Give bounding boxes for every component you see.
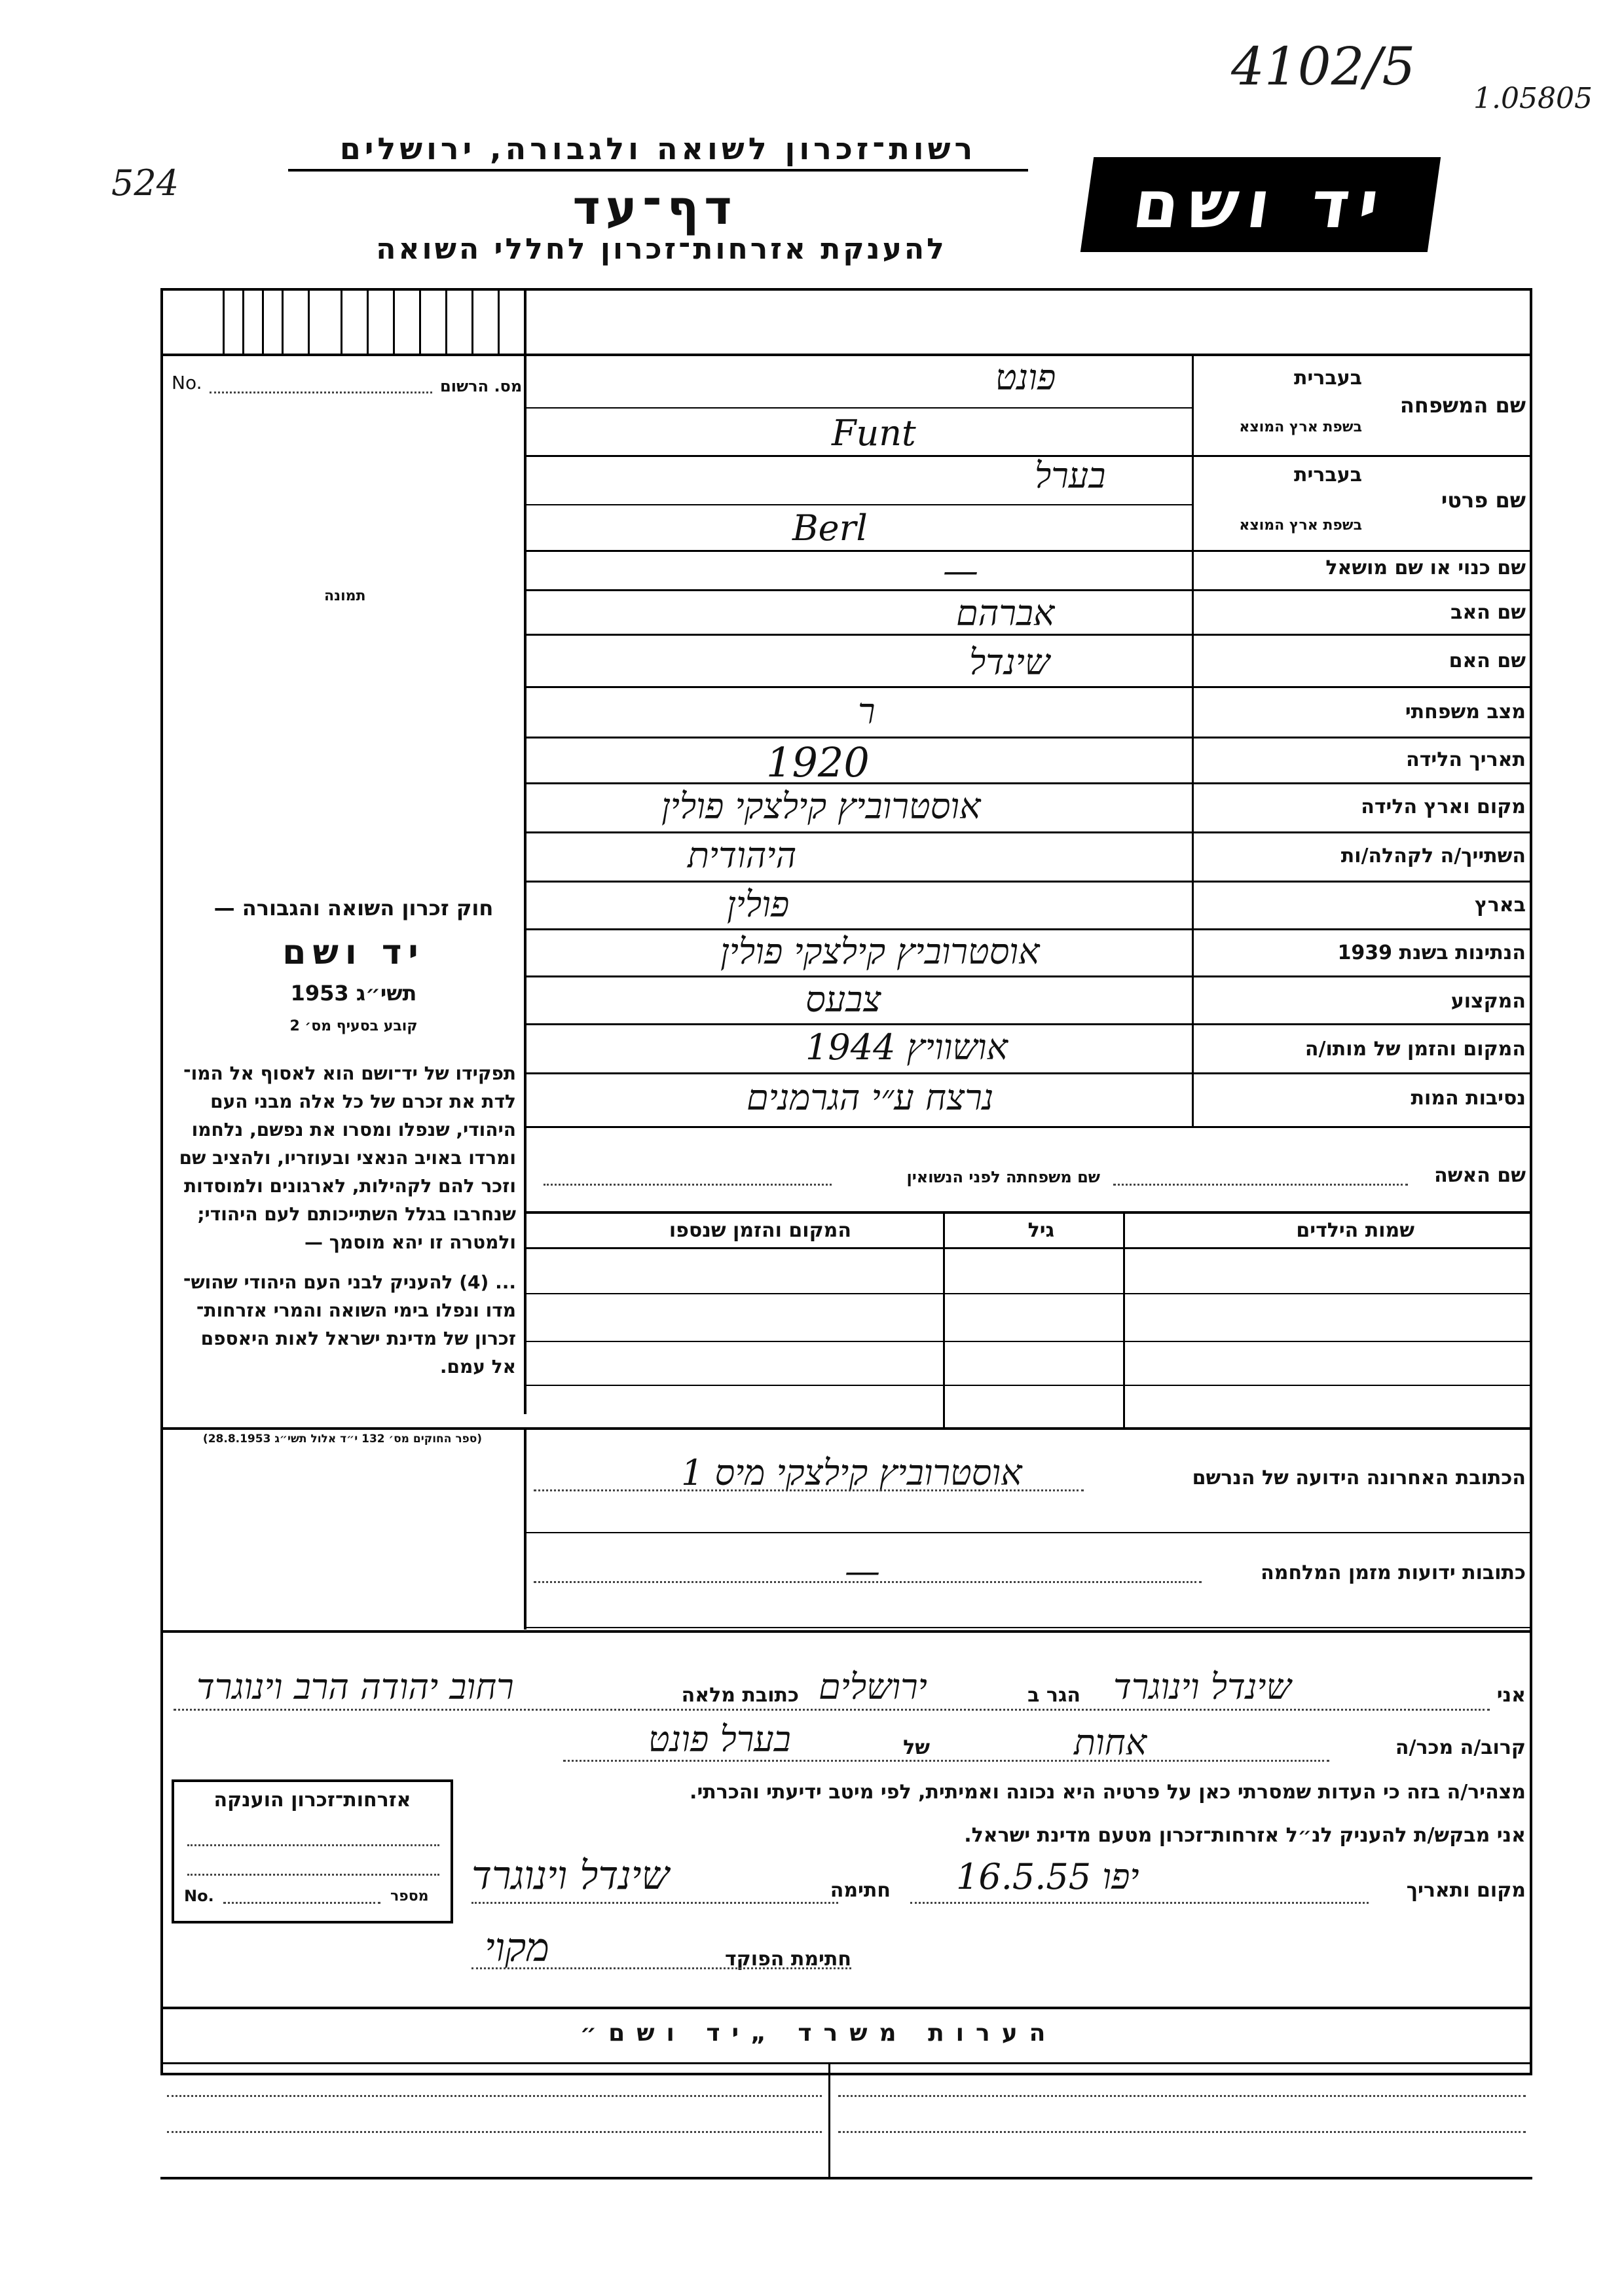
children-age-header: גיל bbox=[1027, 1219, 1054, 1242]
of-value: בערל פונט bbox=[648, 1719, 791, 1760]
country-label: בארץ bbox=[1474, 894, 1526, 917]
death-circumstance-label: נסיבות המות bbox=[1411, 1087, 1526, 1110]
profession-value: צבעס bbox=[805, 979, 881, 1020]
citizenship-granted-title: אזרחות־זכרון הוענקה bbox=[213, 1789, 411, 1812]
death-circumstance-value: נרצח ע״י הגרמנים bbox=[747, 1077, 994, 1118]
citizenship-granted-box bbox=[172, 1779, 453, 1923]
surname-label: שם המשפחה bbox=[1399, 393, 1526, 418]
law-line: לדת את זכרם של כל אלה מבני העם bbox=[210, 1091, 516, 1112]
last-address-label: הכתובת האחרונה הידועה של הנרשם bbox=[1192, 1467, 1526, 1489]
registration-no-label: No. bbox=[172, 372, 202, 393]
law-line: שנחרבו בגלל השתייכותם לעם היהודי; bbox=[197, 1203, 516, 1225]
relation-value: אחות bbox=[1074, 1722, 1147, 1763]
surname-native-value: Funt bbox=[832, 412, 916, 454]
declarant-label: אני bbox=[1496, 1684, 1526, 1707]
surname-native-label: בשפת ארץ המוצא bbox=[1239, 419, 1362, 435]
declarant-name: שינדל וינוגרד bbox=[1113, 1666, 1291, 1707]
left-margin-number: 524 bbox=[111, 162, 179, 204]
archive-code: 1.05805 bbox=[1473, 82, 1593, 115]
law-line: ... (4) להעניק לבני העם היהודי שהוש־ bbox=[183, 1271, 516, 1293]
first-name-native-value: Berl bbox=[792, 507, 868, 549]
relation-label: קרוב/ה מכר/ה bbox=[1395, 1736, 1526, 1759]
father-value: אברהם bbox=[956, 592, 1055, 634]
law-section: קובע בסעיף מס׳ 2 bbox=[289, 1018, 418, 1034]
declarant-city: ירושלים bbox=[819, 1666, 927, 1707]
law-line: ולמטרה זו יהא מוסמך — bbox=[304, 1231, 516, 1253]
community-label: השתייך/ה לקהלה/ות bbox=[1340, 845, 1526, 867]
mother-label: שם האם bbox=[1449, 649, 1526, 672]
law-line: זכרון של מדינת ישראל לאות היאספם bbox=[200, 1328, 516, 1349]
nickname-label: שם כנוי או שם מושאל bbox=[1325, 556, 1526, 579]
first-name-native-label: בשפת ארץ המוצא bbox=[1239, 517, 1362, 534]
birthplace-value: אוסטרוביץ קילצקי פולין bbox=[661, 786, 981, 827]
country-value: פולין bbox=[727, 884, 790, 925]
profession-label: המקצוע bbox=[1450, 990, 1526, 1013]
law-footnote: (ספר החוקים מס׳ 132 י״ד אלול תשי״ג 28.8.1953) bbox=[202, 1432, 483, 1446]
of-label: של bbox=[903, 1736, 930, 1759]
place-date-value: יפו 16.5.55 bbox=[956, 1856, 1139, 1897]
children-death-header: המקום והזמן שנספו bbox=[669, 1219, 851, 1242]
law-line: אל עמם. bbox=[439, 1356, 516, 1377]
birthplace-label: מקום וארץ הלידה bbox=[1361, 795, 1526, 818]
signature-value: שינדל וינוגרד bbox=[471, 1853, 670, 1899]
place-date-label: מקום ותאריך bbox=[1406, 1879, 1526, 1902]
law-name: יד ושם bbox=[282, 933, 425, 972]
full-address-label: כתובת מלאה bbox=[681, 1684, 799, 1707]
full-address-value: רחוב יהודה הרב וינוגרד bbox=[196, 1666, 514, 1707]
birthdate-label: תאריך הלידה bbox=[1406, 748, 1526, 771]
marital-label: מצב משפחתי bbox=[1405, 701, 1526, 723]
resides-label: הגר ב bbox=[1027, 1684, 1080, 1707]
law-line: היהודי, שנפלו ומסרו את נפשם, נלחמו bbox=[191, 1119, 516, 1140]
first-name-hebrew-value: בערל bbox=[1035, 455, 1106, 496]
archive-number: 4102/5 bbox=[1231, 36, 1416, 97]
law-year: תשי״ג 1953 bbox=[290, 981, 417, 1006]
father-label: שם האב bbox=[1450, 601, 1526, 624]
registration-label: מס. הרשום bbox=[440, 377, 523, 395]
first-name-label: שם פרטי bbox=[1441, 488, 1526, 513]
page-subtitle: להענקת אזרחות־זכרון לחללי השואה bbox=[376, 232, 947, 266]
authority-name: רשות־זכרון לשואה ולגבורה, ירושלים bbox=[288, 131, 1028, 172]
birthdate-value: 1920 bbox=[766, 738, 870, 786]
mother-value: שינדל bbox=[969, 642, 1050, 683]
nickname-value: — bbox=[943, 550, 978, 591]
signature-label: חתימה bbox=[830, 1879, 891, 1902]
death-label: המקום והזמן של מותו/ה bbox=[1304, 1038, 1526, 1061]
marital-value: ר bbox=[858, 691, 876, 732]
photo-label: תמונה bbox=[324, 588, 366, 604]
last-address-value: אוסטרוביץ קילצקי מיס 1 bbox=[681, 1452, 1022, 1493]
law-line: מדו ונפלו בימי השואה והמרי אזרחות־ bbox=[196, 1300, 516, 1321]
wife-maiden-label: שם משפחתה לפני הנשואין bbox=[906, 1168, 1100, 1186]
yad-vashem-logo bbox=[1080, 157, 1441, 252]
wartime-address-label: כתובות ידועות מזמן המלחמה bbox=[1261, 1561, 1526, 1584]
logo-text: יד ושם bbox=[1128, 166, 1393, 243]
law-line: ומרדו באויב הנאצי ובעוזריו, ולהציב שם bbox=[179, 1147, 516, 1169]
statement-accuracy: מצהיר/ה בזה כי העדות שמסרתי כאן על פרטיה היא נכונה ואמיתית, לפי מיטב ידיעתי והכרתי. bbox=[690, 1781, 1526, 1804]
citizenship-no-label: No. bbox=[184, 1887, 214, 1905]
officer-signature-label: חתימת הפוקד bbox=[725, 1948, 851, 1971]
surname-hebrew-value: פונט bbox=[995, 357, 1056, 398]
first-name-hebrew-label: בעברית bbox=[1294, 464, 1362, 486]
page-title: דף־עד bbox=[572, 180, 737, 235]
office-notes-title: הערות משרד „יד ושם״ bbox=[580, 2020, 1058, 2047]
death-value: אושוויץ 1944 bbox=[805, 1027, 1008, 1068]
citizenship-number-label: מספר bbox=[390, 1888, 429, 1904]
law-line: תפקידו של יד־ושם הוא לאסוף אל המו־ bbox=[183, 1063, 516, 1084]
surname-hebrew-label: בעברית bbox=[1294, 367, 1362, 390]
statement-request: אני מבקש/ת להעניק לנ״ל אזרחות־זכרון מטעם מדינת ישראל. bbox=[964, 1824, 1526, 1847]
officer-signature-value: מקוי bbox=[485, 1925, 549, 1971]
law-title: חוק זכרון השואה והגבורה — bbox=[213, 896, 494, 920]
citizenship-label: הנתינות בשנת 1939 bbox=[1337, 941, 1526, 964]
wartime-address-value: — bbox=[845, 1550, 880, 1592]
wife-label: שם האשה bbox=[1434, 1164, 1526, 1187]
law-line: וזכר להם לקהילות, לארגונים ולמוסדות bbox=[184, 1175, 516, 1197]
law-text bbox=[169, 1059, 516, 1381]
children-names-header: שמות הילדים bbox=[1296, 1219, 1414, 1242]
community-value: היהודית bbox=[688, 835, 797, 876]
citizenship-value: אוסטרוביץ קילצקי פולין bbox=[720, 931, 1040, 972]
